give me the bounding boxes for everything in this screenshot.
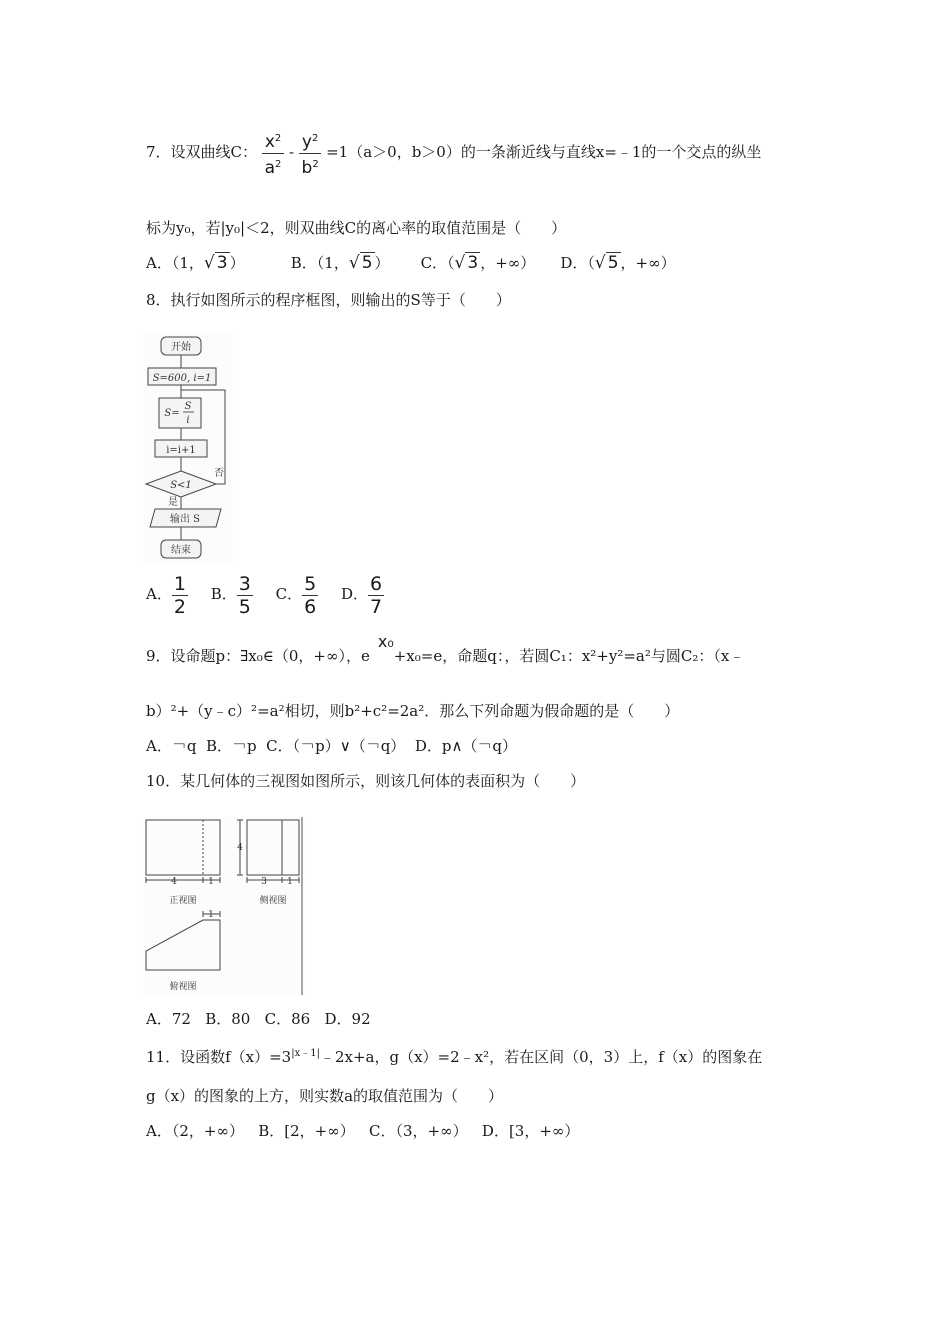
q10-stem: 10．某几何体的三视图如图所示，则该几何体的表面积为（ ） [146, 772, 586, 790]
q9-exponent: x₀ [377, 632, 394, 651]
q8-option-b: B． $\frac{3}{5}$ [210, 572, 251, 618]
flow-condition-label: S<1 [170, 480, 192, 491]
q11-line1: 11．设函数$f(x)=3^{|x﹣1|}﹣2x+a$，g（x）=2﹣x²，若在区间（0，3）上，f（x）的图象在 [146, 1048, 763, 1066]
side-view-label: 侧视图 [259, 896, 287, 906]
top-view-label: 俯视图 [169, 982, 197, 992]
q7-option-b: B．（1，√ 5 ） [290, 253, 390, 273]
q7-prefix: 7．设双曲线C： [146, 143, 258, 161]
flow-init-label: S=600, i=1 [152, 373, 212, 384]
top-dim-1: 1 [208, 910, 214, 920]
front-dim-1: 1 [208, 877, 214, 887]
side-dim-1: 1 [287, 877, 293, 887]
q7-option-c: C．（√ 3 ，+∞） [420, 253, 536, 273]
q9-options: A．￢q B．￢p C．（￢p）∨（￢q） D．p∧（￢q） [146, 737, 518, 755]
q8-options [146, 572, 388, 618]
flow-assign-num: S [184, 401, 192, 412]
q8-stem: 8．执行如图所示的程序框图，则输出的S等于（ ） [146, 291, 511, 309]
flow-yes-label: 是 [168, 497, 178, 508]
flow-assign-den: i [186, 415, 190, 426]
flow-increment-label: i=i+1 [166, 445, 196, 456]
q7-fraction-x: $\frac{x^2}{a^2}$ [262, 128, 284, 179]
q11-line2: g（x）的图象的上方，则实数a的取值范围为（ ） [146, 1087, 504, 1105]
q10-options: A．72 B．80 C．86 D．92 [146, 1010, 371, 1028]
side-dim-h4: 4 [237, 843, 243, 853]
flow-output-label: 输出 S [169, 514, 201, 525]
q8-option-d: D． $\frac{6}{7}$ [340, 572, 383, 618]
q7-option-d: D．（√ 5 ，+∞） [560, 253, 676, 273]
q8-flowchart [143, 334, 233, 562]
q7-line2: 标为y₀，若|y₀|＜2，则双曲线C的离心率的取值范围是（ ） [146, 219, 567, 237]
flow-start-label: 开始 [171, 342, 191, 353]
flow-assign-lhs: S= [164, 408, 180, 419]
q7-line1 [146, 124, 761, 180]
flow-no-label: 否 [214, 468, 224, 479]
q9-line1: 9．设命题p：∃x₀∈（0，+∞），ex₀+x₀=e，命题q：，若圆C₁：x²+y²=a²与圆C₂：（x﹣ [146, 632, 745, 665]
q7-option-a: A．（1，√ 3 ） [146, 253, 245, 273]
q7-options [146, 253, 676, 273]
q8-option-a: A． $\frac{1}{2}$ [146, 572, 186, 618]
q7-fraction-y: $\frac{y^2}{b^2}$ [299, 128, 321, 179]
flow-end-label: 结束 [171, 545, 191, 556]
q7-minus: - [289, 143, 295, 161]
front-view-label: 正视图 [169, 896, 197, 906]
front-dim-4: 4 [171, 877, 177, 887]
q10-three-views [143, 817, 305, 995]
q7-suffix: =1（a＞0，b＞0）的一条渐近线与直线x=﹣1的一个交点的纵坐 [326, 143, 762, 161]
q11-options: A．（2，+∞） B．[2，+∞） C．（3，+∞） D．[3，+∞） [146, 1122, 580, 1140]
q9-line2: b）²+（y﹣c）²=a²相切，则b²+c²=2a²．那么下列命题为假命题的是（ ） [146, 702, 680, 720]
q11-exponent: |x﹣1| [291, 1048, 320, 1059]
side-dim-3: 3 [261, 877, 267, 887]
q8-option-c: C． $\frac{5}{6}$ [275, 572, 317, 618]
